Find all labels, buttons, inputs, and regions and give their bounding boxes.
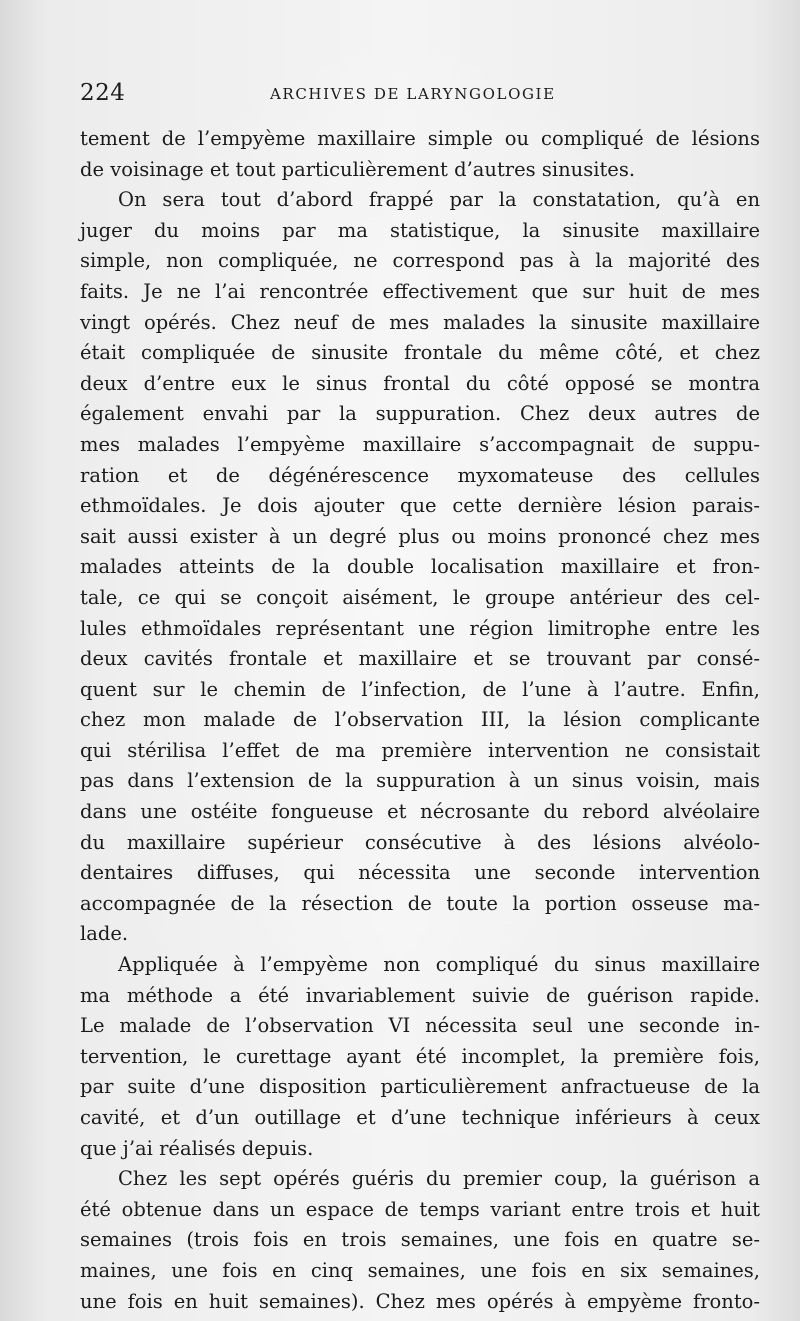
text-line: dentaires diffuses, qui nécessita une seconde intervention — [80, 861, 760, 885]
text-line: par suite d’une disposition particulièrement anfractueuse de la — [80, 1075, 760, 1099]
text-line: du maxillaire supérieur consécutive à des lésions alvéolo- — [80, 830, 760, 854]
text-line: tale, ce qui se conçoit aisément, le groupe antérieur des cel- — [80, 585, 760, 609]
body-text — [80, 124, 760, 1317]
text-line: lade. — [80, 922, 129, 946]
text-line: lules ethmoïdales représentant une région limitrophe entre les — [80, 616, 760, 640]
text-line: On sera tout d’abord frappé par la constatation, qu’à en — [118, 188, 760, 212]
text-line: ethmoïdales. Je dois ajouter que cette dernière lésion parais- — [80, 494, 760, 518]
running-title: ARCHIVES DE LARYNGOLOGIE — [270, 85, 556, 103]
text-line: juger du moins par ma statistique, la sinusite maxillaire — [80, 218, 760, 242]
text-line: vingt opérés. Chez neuf de mes malades la sinusite maxillaire — [80, 310, 760, 334]
text-line: dans une ostéite fongueuse et nécrosante du rebord alvéolaire — [80, 800, 760, 824]
text-line: sait aussi exister à un degré plus ou moins prononcé chez mes — [80, 524, 760, 548]
text-line: tervention, le curettage ayant été incomplet, la première fois, — [80, 1044, 760, 1068]
text-line: chez mon malade de l’observation III, la lésion complicante — [80, 708, 760, 732]
page-number: 224 — [80, 80, 126, 106]
text-line: était compliquée de sinusite frontale du même côté, et chez — [80, 341, 760, 365]
text-line: tement de l’empyème maxillaire simple ou compliqué de lésions — [80, 127, 760, 150]
page-header — [80, 80, 760, 110]
text-line: mes malades l’empyème maxillaire s’accompagnait de suppu- — [80, 432, 760, 456]
text-line: qui stérilisa l’effet de ma première intervention ne consistait — [80, 738, 760, 762]
text-line: été obtenue dans un espace de temps variant entre trois et huit — [80, 1197, 760, 1221]
text-line: que j’ai réalisés depuis. — [80, 1136, 314, 1160]
text-line: Chez les sept opérés guéris du premier coup, la guérison a — [118, 1167, 760, 1191]
text-line: deux cavités frontale et maxillaire et se trouvant par consé- — [80, 647, 760, 671]
text-line: Le malade de l’observation VI nécessita seul une seconde in- — [80, 1014, 760, 1038]
text-line: une fois en huit semaines). Chez mes opérés à empyème fronto- — [80, 1289, 760, 1313]
text-line: malades atteints de la double localisation maxillaire et fron- — [80, 555, 760, 579]
text-line: ma méthode a été invariablement suivie de guérison rapide. — [80, 983, 760, 1007]
text-line: simple, non compliquée, ne correspond pas à la majorité des — [80, 249, 760, 273]
text-line: pas dans l’extension de la suppuration à un sinus voisin, mais — [80, 769, 760, 793]
text-line: cavité, et d’un outillage et d’une technique inférieurs à ceux — [80, 1106, 760, 1129]
text-line: de voisinage et tout particulièrement d’autres sinusites. — [80, 157, 636, 181]
text-line: accompagnée de la résection de toute la portion osseuse ma- — [80, 891, 760, 915]
text-line: quent sur le chemin de l’infection, de l’une à l’autre. Enfin, — [80, 677, 760, 701]
text-line: ration et de dégénérescence myxomateuse des cellules — [80, 463, 760, 487]
text-line: également envahi par la suppuration. Chez deux autres de — [80, 402, 760, 426]
text-line: semaines (trois fois en trois semaines, une fois en quatre se- — [80, 1228, 760, 1252]
text-line: Appliquée à l’empyème non compliqué du sinus maxillaire — [118, 953, 760, 977]
text-line: deux d’entre eux le sinus frontal du côté opposé se montra — [80, 371, 760, 395]
text-line: faits. Je ne l’ai rencontrée effectivement que sur huit de mes — [80, 279, 760, 303]
text-line: maines, une fois en cinq semaines, une fois en six semaines, — [80, 1258, 760, 1282]
